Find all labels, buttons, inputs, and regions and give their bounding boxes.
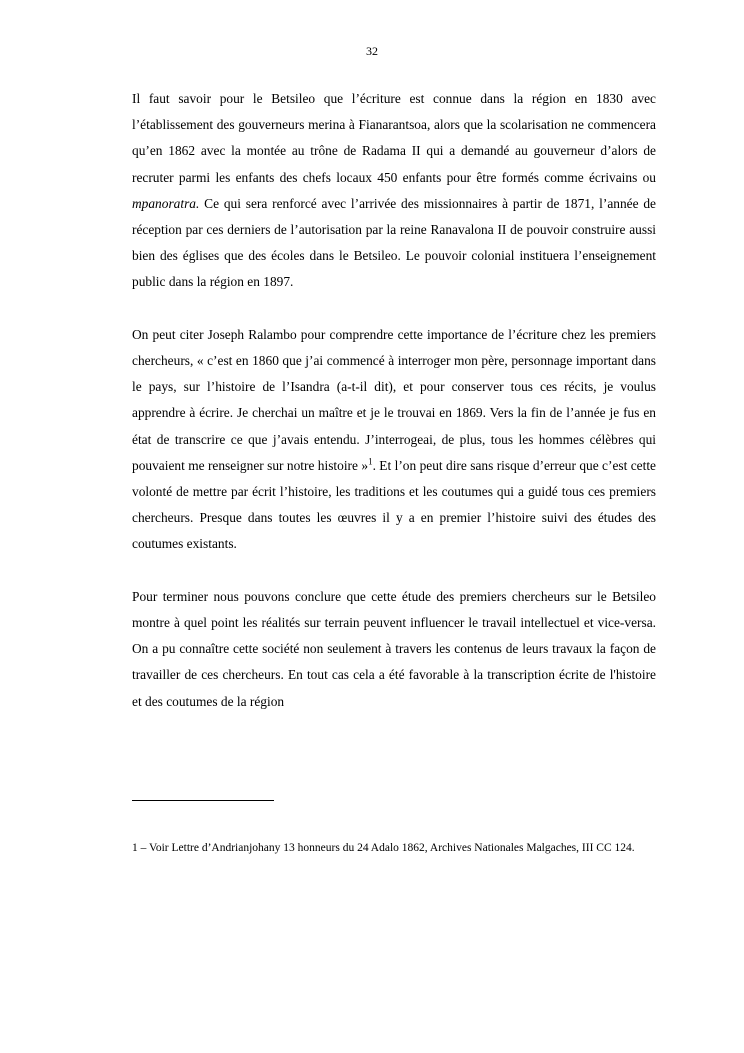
footnote-separator [132,800,274,801]
paragraph-text: Il faut savoir pour le Betsileo que l’écriture est connue dans la région en 1830 avec l’établissement des gouverneurs merina à Fianarantsoa, alors que la scolarisation ne commencera qu’en 1862 avec la montée au trône de Radama II qui a demandé au gouverneur d’alors de recruter parmi les enfants des chefs locaux 450 enfants pour être formés comme écrivains ou [132,91,656,185]
page-number: 32 [366,44,378,58]
paragraph-ralambo-quote [132,322,656,558]
paragraph-scolarisation [132,86,656,296]
paragraph-text: . Et l’on peut dire sans risque d’erreur que c’est cette volonté de mettre par écrit l’histoire, les traditions et les coutumes qui a guidé tous ces premiers chercheurs. Presque dans toutes les œuvres il y a en premier l’histoire suivi des études des coutumes existants. [132,457,656,552]
paragraph-text: On peut citer Joseph Ralambo pour comprendre cette importance de l’écriture chez les premiers chercheurs, « c’est en 1860 que j’ai commencé à interroger mon père, personnage important dans le pays, sur l’histoire de l’Isandra (a-t-il dit), et pour conserver tous ces récits, je voulus apprendre à écrire. Je cherchai un maître et je le trouvai en 1869. Vers la fin de l’année je fus en état de transcrire ce que j’avais entendu. J’interrogeai, de plus, tous les hommes célèbres qui pouvaient me renseigner sur notre histoire » [132,326,656,473]
paragraph-conclusion [132,584,656,715]
footnote-reference[interactable]: 1 [368,456,373,467]
term-mpanoratra: mpanoratra. [132,195,200,211]
footnote: 1 – Voir Lettre d’Andrianjohany 13 honneurs du 24 Adalo 1862, Archives Nationales Malgaches, III CC 124. [132,842,635,854]
paragraph-text: Ce qui sera renforcé avec l’arrivée des missionnaires à partir de 1871, l’année de réception par ces derniers de l’autorisation par la reine Ranavalona II de pouvoir construire aussi bien des églises que des écoles dans le Betsileo. Le pouvoir colonial instituera l’enseignement public dans la région en 1897. [132,195,656,290]
body-text [132,86,656,715]
paragraph-text: Pour terminer nous pouvons conclure que cette étude des premiers chercheurs sur le Betsileo montre à quel point les réalités sur terrain peuvent influencer le travail intellectuel et vice-versa. On a pu connaître cette société non seulement à travers les contenus de leurs travaux la façon de travailler de ces chercheurs. En tout cas cela a été favorable à la transcription écrite de l'histoire et des coutumes de la région [132,588,656,709]
